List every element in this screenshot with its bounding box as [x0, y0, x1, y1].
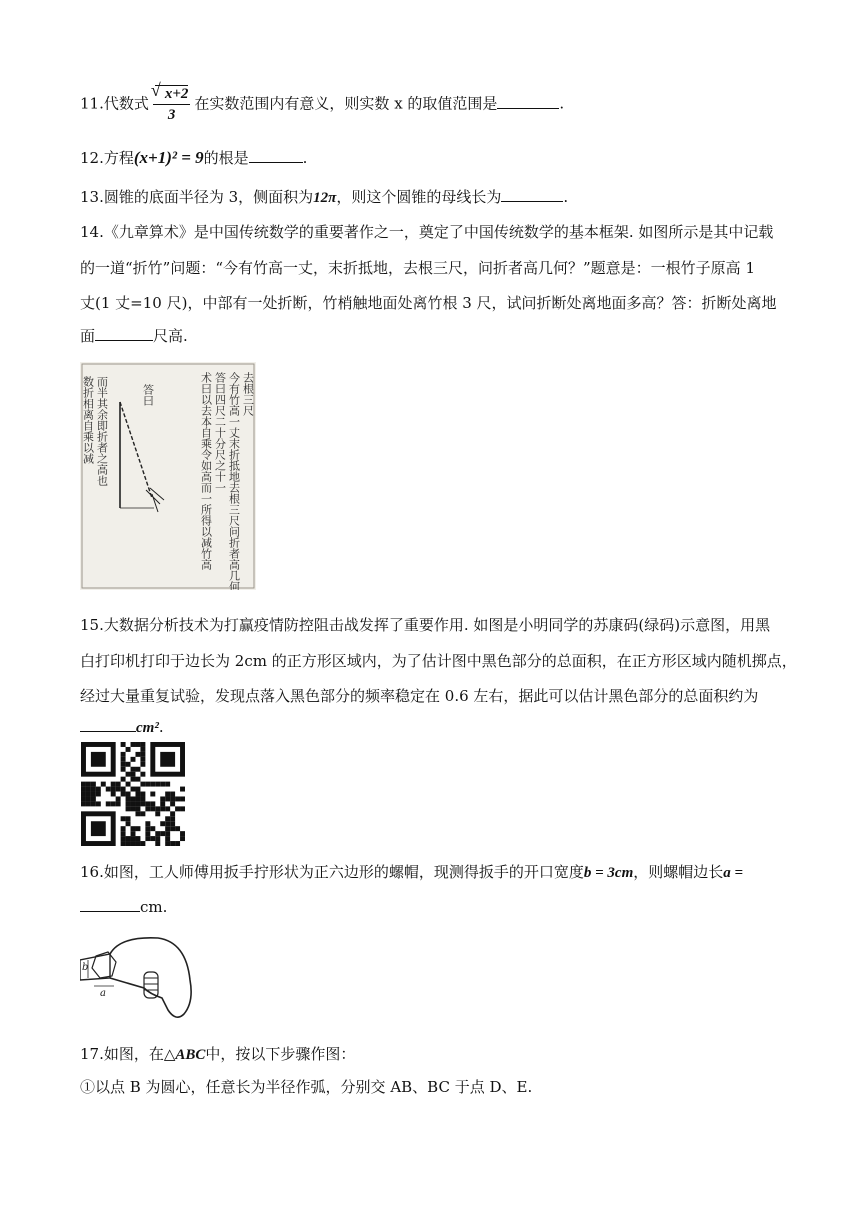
bamboo-scan-image: [80, 362, 256, 590]
q12-answer-blank: [249, 148, 303, 163]
qr-code-figure: [80, 742, 186, 846]
q13-suffix: ，则这个圆锥的母线长为: [336, 188, 502, 206]
scan-col-7: 去根三尺: [241, 372, 255, 416]
q17-triangle: △ABC: [163, 1047, 206, 1063]
q16-line1-mid: ，则螺帽边长: [633, 863, 724, 881]
wrench-figure: [80, 932, 204, 1022]
question-12: [80, 148, 307, 168]
q12-prefix: 12.方程: [80, 149, 134, 167]
q13-prefix: 13.圆锥的底面半径为 3，侧面积为: [80, 188, 314, 206]
q11-radicand: √ x+2: [155, 85, 189, 102]
q15-answer-blank: [80, 717, 136, 732]
q16-line2: [80, 897, 167, 917]
q14-line2: 的一道“折竹”问题：“今有竹高一丈，末折抵地，去根三尺，问折者高几何？”题意是：一根竹子原高 1: [80, 259, 755, 277]
q11-denominator: 3: [167, 107, 176, 123]
q16-line1-prefix: 16.如图，工人师傅用扳手拧形状为正六边形的螺帽，现测得扳手的开口宽度: [80, 863, 584, 881]
q13-end: .: [563, 188, 569, 206]
q14-line3: 丈(1 丈=10 尺)，中部有一处折断，竹梢触地面处离竹根 3 尺，试问折断处离地面多高？答：折断处离地: [80, 294, 777, 312]
q17-suffix: 中，按以下步骤作图：: [205, 1045, 356, 1063]
q15-line1: 15.大数据分析技术为打赢疫情防控阻击战发挥了重要作用. 如图是小明同学的苏康码(绿码)示意图，用黑: [80, 616, 771, 634]
q13-area: 12π: [313, 190, 337, 206]
q14-answer-blank: [95, 326, 153, 341]
q14-line4: [80, 326, 188, 346]
q11-answer-blank: [497, 94, 559, 109]
q11-suffix: 在实数范围内有意义，则实数 x 的取值范围是: [194, 94, 498, 113]
wrench-image: [80, 932, 204, 1022]
q11-end: .: [559, 94, 565, 113]
q14-line4-prefix: 面: [80, 327, 96, 345]
q15-line4: [80, 717, 164, 738]
q11-prefix: 11.代数式: [80, 94, 149, 113]
q13-answer-blank: [501, 187, 563, 202]
scan-col-1: 数折相离自乘以减: [81, 376, 95, 464]
question-13: [80, 187, 568, 208]
qr-code-image: [80, 742, 186, 846]
q17-prefix: 17.如图，在: [80, 1045, 164, 1063]
q14-line4-suffix: 尺高.: [153, 327, 188, 345]
q12-end: .: [302, 149, 308, 167]
scan-col-3: 答曰: [141, 384, 155, 406]
q11-fraction: [153, 84, 191, 125]
q15-line2: 白打印机打印于边长为 2cm 的正方形区域内，为了估计图中黑色部分的总面积，在正方形区域内随机掷点，: [80, 652, 797, 670]
q17-step1: ①以点 B 为圆心，任意长为半径作弧，分别交 AB、BC 于点 D、E.: [80, 1078, 533, 1096]
q16-b-equation: b = 3cm: [583, 865, 634, 881]
q16-a-equation: a =: [723, 865, 744, 881]
q14-line1: 14.《九章算术》是中国传统数学的重要著作之一，奠定了中国传统数学的基本框架. 如图所示是其中记载: [80, 223, 774, 241]
question-11: [80, 84, 564, 125]
scan-col-4: 术曰以去本自乘令如高而一所得以减竹高: [199, 372, 213, 570]
question-17: [80, 1044, 355, 1065]
q15-end: .: [158, 718, 164, 736]
bamboo-problem-figure: [80, 362, 256, 590]
q12-equation: (x+1)² = 9: [133, 148, 204, 167]
q16-line2-suffix: cm.: [140, 898, 168, 916]
q16-line1: [80, 862, 743, 883]
q12-suffix: 的根是: [203, 149, 249, 167]
q15-line3: 经过大量重复试验，发现点落入黑色部分的频率稳定在 0.6 左右，据此可以估计黑色部分的总面积约为: [80, 687, 759, 705]
q15-unit: cm²: [136, 720, 159, 736]
scan-col-6: 今有竹高一丈末折抵地去根三尺问折者高几何: [227, 372, 241, 590]
label-a: a: [100, 988, 106, 999]
label-b: b: [82, 962, 89, 973]
scan-col-2: 而半其余即折者之高也: [95, 376, 109, 486]
scan-col-5: 答曰四尺二十分尺之十一: [213, 372, 227, 493]
q16-answer-blank: [80, 897, 140, 912]
worm-gear-threads: [144, 978, 158, 990]
